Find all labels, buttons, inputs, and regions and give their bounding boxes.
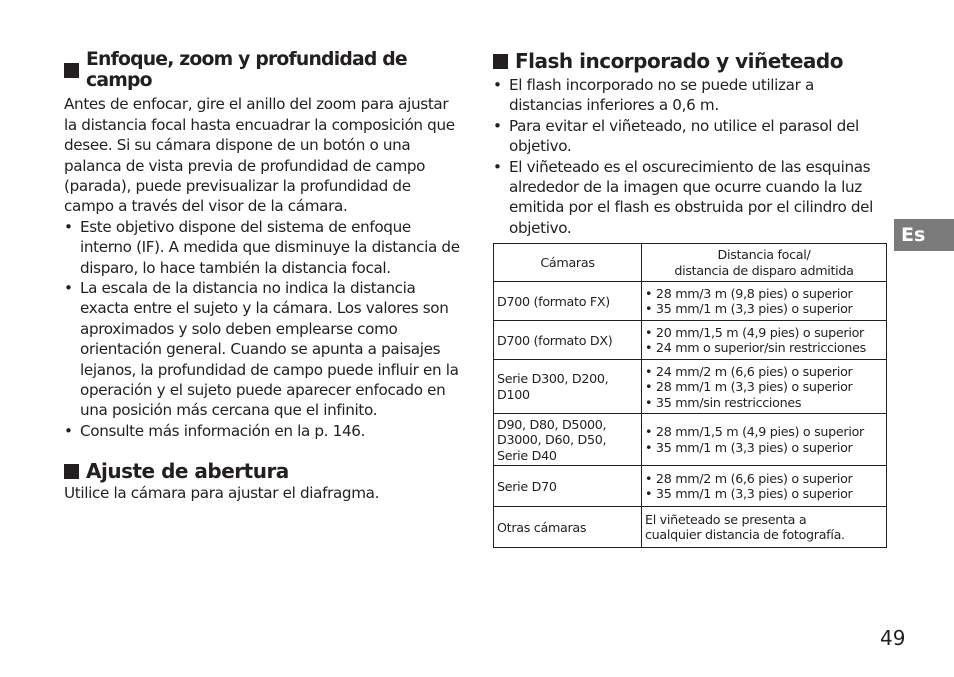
vignetting-table	[493, 243, 887, 548]
focus-bullet-list	[64, 217, 460, 441]
section-heading-focus-zoom	[64, 50, 460, 91]
header-distance: Distancia focal/ distancia de disparo admitida	[642, 244, 887, 282]
square-bullet-icon	[493, 54, 508, 69]
camera-cell: Otras cámaras	[494, 507, 642, 548]
camera-cell: D90, D80, D5000, D3000, D60, D50, Serie D40	[494, 414, 642, 466]
list-item: • La escala de la distancia no indica la distancia exacta entre el sujeto y la cámara. Los valores son aproximados y solo deben emplearse como orientación general. Cuando se apunta a paisajes lejanos, la profundidad de campo puede influir en la operación y el sujeto puede aparecer enfocado en una posición más cercana que el infinito.	[64, 279, 459, 420]
list-item: • Para evitar el viñeteado, no utilice el parasol del objetivo.	[493, 116, 859, 156]
section-title: Flash incorporado y viñeteado	[515, 49, 843, 73]
intro-paragraph: Antes de enfocar, gire el anillo del zoom para ajustar la distancia focal hasta encuadrar la composición que desee. Si su cámara dispone de un botón o una palanca de vista previa de profundidad de campo (parada), puede previsualizar la profundidad de campo a través del visor de la cámara.	[64, 95, 455, 216]
list-item: • Consulte más información en la p. 146.	[64, 421, 366, 440]
camera-cell: D700 (formato DX)	[494, 321, 642, 360]
table-header-row	[494, 244, 887, 282]
distance-cell: • 28 mm/1,5 m (4,9 pies) o superior • 35 mm/1 m (3,3 pies) o superior	[642, 414, 887, 466]
table-row	[494, 507, 887, 548]
distance-cell: • 28 mm/3 m (9,8 pies) o superior • 35 mm/1 m (3,3 pies) o superior	[642, 282, 887, 321]
aperture-paragraph: Utilice la cámara para ajustar el diafragma.	[64, 484, 380, 503]
right-column	[493, 50, 889, 548]
square-bullet-icon	[64, 63, 79, 78]
list-item: • El flash incorporado no se puede utilizar a distancias inferiores a 0,6 m.	[493, 76, 814, 115]
table-row	[494, 360, 887, 414]
distance-cell: • 28 mm/2 m (6,6 pies) o superior • 35 mm/1 m (3,3 pies) o superior	[642, 466, 887, 507]
section-heading-flash	[493, 50, 889, 72]
table-row	[494, 466, 887, 507]
section-heading-aperture	[64, 460, 460, 482]
camera-cell: Serie D70	[494, 466, 642, 507]
distance-cell: • 24 mm/2 m (6,6 pies) o superior • 28 mm/1 m (3,3 pies) o superior • 35 mm/sin restricciones	[642, 360, 887, 414]
section-title: Ajuste de abertura	[86, 459, 289, 484]
language-tab: Es	[894, 219, 954, 251]
section-title: Enfoque, zoom y profundidad de campo	[86, 49, 407, 91]
left-column	[64, 50, 460, 504]
camera-cell: Serie D300, D200, D100	[494, 360, 642, 414]
page-number: 49	[880, 626, 906, 650]
flash-bullet-list	[493, 75, 889, 238]
table-row	[494, 282, 887, 321]
square-bullet-icon	[64, 464, 79, 479]
distance-cell: El viñeteado se presenta a cualquier distancia de fotografía.	[642, 507, 887, 548]
header-cameras: Cámaras	[494, 244, 642, 282]
table-row	[494, 414, 887, 466]
list-item: • El viñeteado es el oscurecimiento de las esquinas alrededor de la imagen que ocurre cuando la luz emitida por el flash es obstruida por el cilindro del objetivo.	[493, 157, 874, 237]
camera-cell: D700 (formato FX)	[494, 282, 642, 321]
distance-cell: • 20 mm/1,5 m (4,9 pies) o superior • 24 mm o superior/sin restricciones	[642, 321, 887, 360]
list-item: • Este objetivo dispone del sistema de enfoque interno (IF). A medida que disminuye la distancia de disparo, lo hace también la distancia focal.	[64, 217, 460, 277]
table-row	[494, 321, 887, 360]
